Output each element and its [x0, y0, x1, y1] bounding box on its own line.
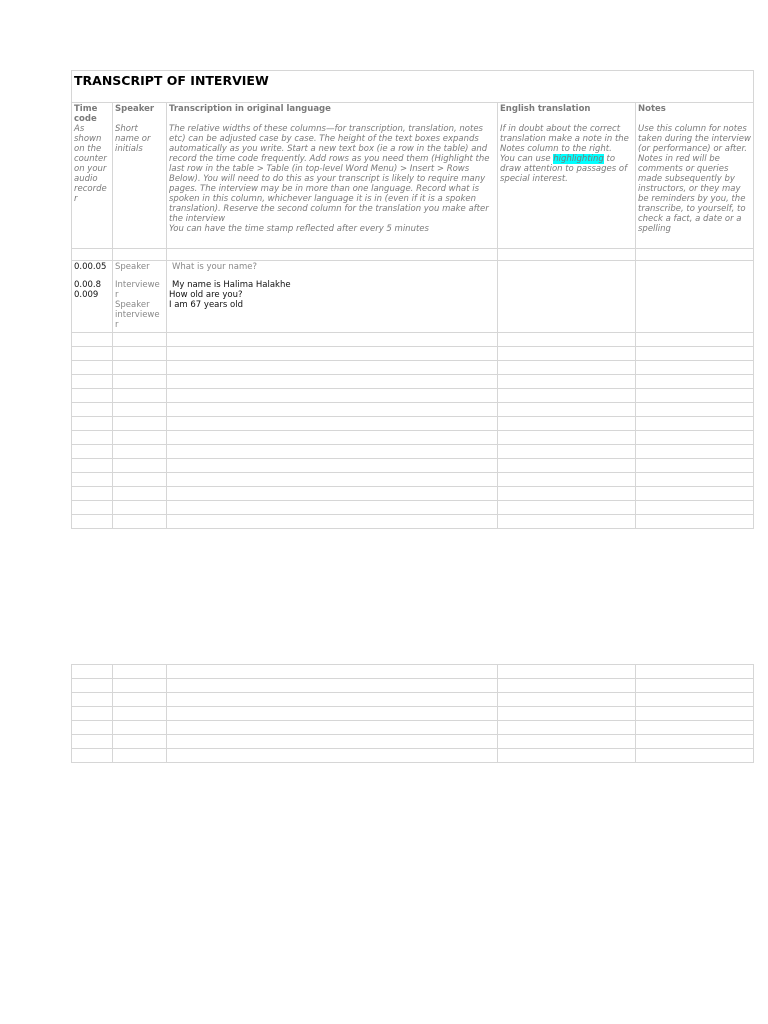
table-row — [72, 333, 754, 347]
title-cell — [72, 71, 754, 103]
transcription-header: Transcription in original language — [169, 104, 331, 114]
table-cell[interactable] — [167, 459, 498, 473]
table-row — [72, 515, 754, 529]
transcription-hint-timestamp: You can have the time stamp reflected after every 5 minutes — [169, 224, 429, 234]
table-cell[interactable] — [636, 679, 754, 693]
table-row — [72, 473, 754, 487]
table-cell[interactable] — [636, 347, 754, 361]
document-title: TRANSCRIPT OF INTERVIEW — [74, 73, 269, 88]
table-cell[interactable] — [72, 333, 113, 347]
table-cell[interactable] — [498, 473, 636, 487]
time-code-3: 0.009 — [74, 290, 99, 300]
transcription-hint: The relative widths of these columns—for transcription, translation, notes etc) can be adjusted case by case. The height of the text boxes expands automatically as you write. Start a new text box (ie a row in the table) and record the time code frequently. Add rows as you need them (Highlight the last row in the table > Table (in top-level Word Menu) > Insert > Rows Below). You will need to do this as your transcript is likely to require many pages. The interview may be in more than one language. Record what is spoken in this column, whichever language it is in (even if it is a spoken translation). Reserve the second column for the translation you make after the interview — [169, 124, 490, 224]
english-translation-header: English translation — [500, 104, 591, 114]
table-cell[interactable] — [636, 707, 754, 721]
table-cell[interactable] — [167, 431, 498, 445]
speaker-2: Interviewe r — [115, 280, 160, 300]
table-cell[interactable] — [636, 515, 754, 529]
table-cell[interactable] — [72, 459, 113, 473]
table-cell[interactable] — [636, 361, 754, 375]
table-cell[interactable] — [113, 347, 167, 361]
table-cell[interactable] — [167, 679, 498, 693]
time-code-2: 0.00.8 — [74, 280, 102, 290]
table-cell[interactable] — [167, 693, 498, 707]
table-cell[interactable] — [113, 445, 167, 459]
table-cell[interactable] — [636, 473, 754, 487]
table-cell[interactable] — [72, 501, 113, 515]
header-time-code[interactable] — [72, 103, 113, 249]
transcript-line-3: How old are you? — [169, 290, 243, 300]
table-row — [72, 361, 754, 375]
table-cell[interactable] — [72, 679, 113, 693]
table-cell[interactable] — [498, 679, 636, 693]
table-cell[interactable] — [167, 403, 498, 417]
entry-transcription-cell[interactable] — [167, 261, 498, 333]
table-cell[interactable] — [113, 403, 167, 417]
transcript-line-2: My name is Halima Halakhe — [172, 280, 291, 290]
table-cell[interactable] — [113, 515, 167, 529]
table-cell[interactable] — [167, 665, 498, 679]
table-cell[interactable] — [113, 665, 167, 679]
table-cell[interactable] — [113, 417, 167, 431]
table-row — [72, 721, 754, 735]
table-cell[interactable] — [636, 333, 754, 347]
table-cell[interactable] — [636, 431, 754, 445]
table-cell[interactable] — [498, 735, 636, 749]
table-cell[interactable] — [498, 445, 636, 459]
table-cell[interactable] — [113, 735, 167, 749]
table-cell[interactable] — [636, 459, 754, 473]
transcript-line-1: What is your name? — [172, 262, 257, 272]
title-row — [72, 71, 754, 103]
table-cell[interactable] — [113, 333, 167, 347]
table-row — [72, 375, 754, 389]
table-cell[interactable] — [72, 417, 113, 431]
table-cell[interactable] — [72, 403, 113, 417]
table-cell[interactable] — [498, 431, 636, 445]
table-cell[interactable] — [72, 487, 113, 501]
table-cell[interactable] — [72, 445, 113, 459]
table-cell[interactable] — [498, 693, 636, 707]
translation-hint-after: to draw attention to passages of special interest. — [500, 154, 628, 184]
table-cell[interactable] — [113, 707, 167, 721]
table-cell[interactable] — [72, 361, 113, 375]
speaker-3: Speaker — [115, 300, 150, 310]
table-cell[interactable] — [498, 487, 636, 501]
table-cell[interactable] — [636, 693, 754, 707]
table-cell[interactable] — [636, 487, 754, 501]
table-cell[interactable] — [498, 501, 636, 515]
table-cell[interactable] — [636, 721, 754, 735]
table-cell[interactable] — [113, 749, 167, 763]
table-row — [72, 445, 754, 459]
table-row — [72, 459, 754, 473]
table-row — [72, 403, 754, 417]
table-cell[interactable] — [498, 333, 636, 347]
table-cell[interactable] — [72, 375, 113, 389]
table-row — [72, 693, 754, 707]
table-cell[interactable] — [498, 347, 636, 361]
time-code-hint: As shown on the counter on your audio recorde r — [74, 124, 107, 204]
table-cell[interactable] — [636, 403, 754, 417]
table-cell[interactable] — [498, 665, 636, 679]
table-cell[interactable] — [72, 431, 113, 445]
translation-hint: If in doubt about the correct translation make a note in the Notes column to the right. — [500, 124, 629, 154]
table-cell[interactable] — [167, 249, 498, 261]
table-row — [72, 679, 754, 693]
table-cell[interactable] — [498, 707, 636, 721]
transcript-line-4: I am 67 years old — [169, 300, 243, 310]
entry-row — [72, 261, 754, 333]
speaker-header: Speaker — [115, 104, 155, 114]
table-cell[interactable] — [113, 389, 167, 403]
entry-speaker-cell[interactable] — [113, 261, 167, 333]
header-notes[interactable] — [636, 103, 754, 249]
table-cell[interactable] — [167, 473, 498, 487]
table-row — [72, 749, 754, 763]
table-cell[interactable] — [167, 389, 498, 403]
table-cell[interactable] — [498, 749, 636, 763]
table-cell[interactable] — [72, 721, 113, 735]
table-row — [72, 431, 754, 445]
table-cell[interactable] — [167, 347, 498, 361]
table-cell[interactable] — [113, 721, 167, 735]
notes-header: Notes — [638, 104, 666, 114]
table-cell[interactable] — [167, 749, 498, 763]
table-cell[interactable] — [72, 749, 113, 763]
table-cell[interactable] — [72, 693, 113, 707]
table-cell[interactable] — [167, 445, 498, 459]
table-cell[interactable] — [636, 445, 754, 459]
table-cell[interactable] — [113, 487, 167, 501]
entry-time-code-cell[interactable] — [72, 261, 113, 333]
table-cell[interactable] — [72, 735, 113, 749]
table-cell[interactable] — [72, 707, 113, 721]
table-cell[interactable] — [636, 375, 754, 389]
table-cell[interactable] — [636, 501, 754, 515]
entry-notes-cell[interactable] — [636, 261, 754, 333]
table-cell[interactable] — [167, 487, 498, 501]
table-cell[interactable] — [113, 431, 167, 445]
notes-hint: Use this column for notes taken during the interview (or performance) or after. Notes in red will be comments or queries made subsequently by instructors, or they may be reminders by you, the transcribe, to yourself, to check a fact, a date or a spelling — [638, 124, 751, 234]
speaker-hint: Short name or initials — [115, 124, 151, 154]
table-cell[interactable] — [636, 735, 754, 749]
table-cell[interactable] — [72, 665, 113, 679]
table-cell[interactable] — [72, 473, 113, 487]
table-cell[interactable] — [167, 735, 498, 749]
transcript-table-continued — [71, 664, 754, 763]
table-cell[interactable] — [167, 515, 498, 529]
table-cell[interactable] — [498, 721, 636, 735]
table-cell[interactable] — [498, 403, 636, 417]
table-row — [72, 501, 754, 515]
table-row — [72, 707, 754, 721]
table-cell[interactable] — [498, 389, 636, 403]
table-cell[interactable] — [167, 417, 498, 431]
header-english-translation[interactable] — [498, 103, 636, 249]
blank-rows — [72, 665, 754, 763]
table-cell[interactable] — [72, 249, 113, 261]
table-cell[interactable] — [72, 347, 113, 361]
table-cell[interactable] — [167, 707, 498, 721]
table-row — [72, 665, 754, 679]
header-transcription[interactable] — [167, 103, 498, 249]
table-cell[interactable] — [498, 375, 636, 389]
table-cell[interactable] — [636, 249, 754, 261]
table-cell[interactable] — [167, 501, 498, 515]
table-row — [72, 389, 754, 403]
table-cell[interactable] — [167, 361, 498, 375]
table-cell[interactable] — [113, 459, 167, 473]
table-cell[interactable] — [113, 501, 167, 515]
table-cell[interactable] — [167, 375, 498, 389]
table-cell[interactable] — [636, 749, 754, 763]
highlighting-sample: highlighting — [553, 154, 604, 164]
header-row — [72, 103, 754, 249]
table-cell[interactable] — [636, 389, 754, 403]
table-cell[interactable] — [498, 361, 636, 375]
speaker-1: Speaker — [115, 262, 150, 272]
table-cell[interactable] — [113, 473, 167, 487]
table-cell[interactable] — [498, 417, 636, 431]
time-code-header: Time code — [74, 104, 98, 124]
table-cell[interactable] — [113, 361, 167, 375]
table-row — [72, 417, 754, 431]
table-cell[interactable] — [167, 721, 498, 735]
table-cell[interactable] — [113, 679, 167, 693]
table-row — [72, 347, 754, 361]
transcript-table — [71, 70, 754, 529]
table-cell[interactable] — [498, 249, 636, 261]
table-cell[interactable] — [113, 693, 167, 707]
table-cell[interactable] — [498, 459, 636, 473]
blank-rows — [72, 333, 754, 529]
table-row — [72, 487, 754, 501]
table-cell[interactable] — [72, 389, 113, 403]
header-speaker[interactable] — [113, 103, 167, 249]
table-cell[interactable] — [167, 333, 498, 347]
table-cell[interactable] — [636, 665, 754, 679]
table-cell[interactable] — [113, 249, 167, 261]
table-cell[interactable] — [72, 515, 113, 529]
time-code-1: 0.00.05 — [74, 262, 107, 272]
entry-translation-cell[interactable] — [498, 261, 636, 333]
table-row — [72, 735, 754, 749]
speaker-4: interviewe r — [115, 310, 160, 330]
spacer-row — [72, 249, 754, 261]
table-cell[interactable] — [636, 417, 754, 431]
table-cell[interactable] — [498, 515, 636, 529]
table-cell[interactable] — [113, 375, 167, 389]
translation-hint-you-can: You can use — [500, 154, 551, 164]
